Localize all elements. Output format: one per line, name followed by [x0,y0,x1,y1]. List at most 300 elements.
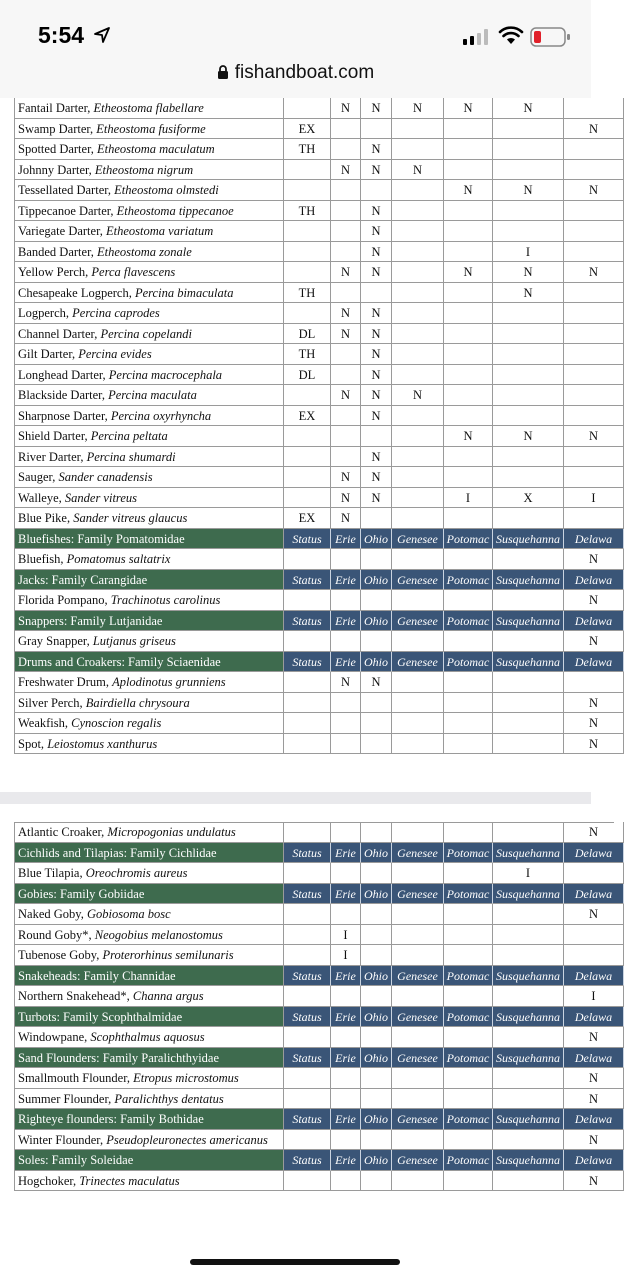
column-header: Potomac [444,1007,493,1028]
column-header: Susquehanna [493,1150,564,1171]
column-header: Status [284,652,331,673]
status-cell: N [564,693,624,714]
status-cell [564,467,624,488]
species-row [14,180,614,201]
status-cell [361,863,392,884]
status-cell [284,303,331,324]
status-cell [564,160,624,181]
species-row [14,822,614,843]
status-cell [284,385,331,406]
scientific-name: Lutjanus griseus [92,634,176,648]
status-cell [444,904,493,925]
status-cell: N [564,1171,624,1192]
status-cell [331,631,361,652]
status-cell [361,945,392,966]
status-cell [444,324,493,345]
species-name [14,303,284,324]
column-header: Potomac [444,843,493,864]
family-name: Gobies: Family Gobiidae [14,884,284,905]
species-name [14,283,284,304]
status-cell [493,303,564,324]
status-cell [444,713,493,734]
common-name: Round Goby*, [18,927,95,942]
species-row [14,201,614,222]
species-name [14,672,284,693]
status-cell [331,426,361,447]
status-cell [493,365,564,386]
species-name [14,488,284,509]
scientific-name: Etheostoma nigrum [94,162,194,177]
status-cell [444,590,493,611]
scientific-name: Percina caprodes [72,306,160,320]
scientific-name: Etheostoma fusiforme [96,121,206,136]
species-row [14,945,614,966]
status-cell [392,262,444,283]
status-cell [493,508,564,529]
status-cell [493,119,564,140]
species-row [14,693,614,714]
scientific-name: Pomatomus saltatrix [66,552,171,566]
common-name: Blackside Darter, [18,388,109,402]
species-name [14,385,284,406]
common-name: Yellow Perch, [18,265,92,279]
status-cell [493,160,564,181]
status-cell: N [564,426,624,447]
status-cell [564,324,624,345]
column-header: Genesee [392,884,444,905]
status-cell [444,508,493,529]
scientific-name: Etheostoma flabellare [93,101,204,115]
species-row [14,1089,614,1110]
scientific-name: Scophthalmus aquosus [90,1030,205,1044]
status-cell [284,822,331,843]
location-arrow-icon [94,27,110,43]
column-header: Ohio [361,966,392,987]
status-cell [284,1027,331,1048]
status-cell: N [564,262,624,283]
species-name [14,590,284,611]
status-cell [361,734,392,755]
status-cell [392,467,444,488]
status-cell [284,863,331,884]
species-name [14,242,284,263]
column-header: Status [284,1048,331,1069]
status-cell [331,283,361,304]
status-cell [331,1027,361,1048]
status-cell [392,365,444,386]
status-cell [331,863,361,884]
status-cell: N [361,365,392,386]
status-cell: EX [284,508,331,529]
species-row [14,713,614,734]
species-row [14,283,614,304]
column-header: Potomac [444,529,493,550]
scientific-name: Etropus microstomus [133,1071,239,1085]
common-name: Atlantic Croaker, [18,825,108,839]
common-name: Variegate Darter, [18,224,106,238]
column-header: Potomac [444,1048,493,1069]
status-cell [392,631,444,652]
status-cell: N [361,406,392,427]
status-cell [392,822,444,843]
status-cell: N [444,98,493,119]
column-header: Potomac [444,884,493,905]
column-header: Delawa [564,1109,624,1130]
status-cell [361,986,392,1007]
scientific-name: Percina macrocephala [108,367,223,382]
scientific-name: Oreochromis aureus [85,866,188,880]
column-header: Status [284,529,331,550]
column-header: Potomac [444,652,493,673]
scientific-name: Gobiosoma bosc [86,907,171,921]
status-cell: N [331,508,361,529]
common-name: Smallmouth Flounder, [18,1071,134,1085]
status-cell [493,1089,564,1110]
url-text: fishandboat.com [234,62,375,83]
species-name [14,822,284,843]
status-cell [564,365,624,386]
common-name: Shield Darter, [18,429,91,443]
status-cell: EX [284,406,331,427]
family-name: Snappers: Family Lutjanidae [14,611,284,632]
status-cell [284,945,331,966]
status-cell [392,406,444,427]
scientific-name: Sander vitreus glaucus [73,511,188,525]
column-header: Genesee [392,1150,444,1171]
species-row [14,365,614,386]
status-cell [392,734,444,755]
status-cell: N [361,201,392,222]
status-cell [361,904,392,925]
status-cell [444,693,493,714]
status-cell: N [361,262,392,283]
status-cell [444,139,493,160]
column-header: Erie [331,843,361,864]
column-header: Ohio [361,611,392,632]
column-header: Ohio [361,1109,392,1130]
status-cell [361,925,392,946]
status-cell: N [564,1027,624,1048]
status-cell [284,1089,331,1110]
status-cell: N [361,488,392,509]
status-cell: TH [284,139,331,160]
family-header-row [14,843,614,864]
species-name [14,713,284,734]
family-name: Jacks: Family Carangidae [14,570,284,591]
status-cell [444,160,493,181]
status-cell: TH [284,201,331,222]
family-name: Bluefishes: Family Pomatomidae [14,529,284,550]
status-cell [564,925,624,946]
common-name: Chesapeake Logperch, [18,285,135,300]
status-cell [331,904,361,925]
species-name [14,139,284,160]
common-name: Freshwater Drum, [18,675,113,689]
column-header: Erie [331,884,361,905]
scientific-name: Neogobius melanostomus [94,927,223,942]
status-cell [493,324,564,345]
species-row [14,1130,614,1151]
column-header: Potomac [444,966,493,987]
status-cell [392,925,444,946]
scientific-name: Channa argus [132,989,204,1003]
column-header: Genesee [392,611,444,632]
status-cell [493,590,564,611]
column-header: Status [284,1150,331,1171]
status-cell: TH [284,344,331,365]
status-cell [392,119,444,140]
scientific-name: Percina maculata [108,388,197,402]
common-name: Summer Flounder, [18,1091,115,1106]
common-name: Tessellated Darter, [18,183,115,197]
common-name: Gilt Darter, [18,347,79,361]
status-cell [493,1068,564,1089]
species-name [14,344,284,365]
common-name: Sharpnose Darter, [18,408,111,423]
status-cell [392,1089,444,1110]
column-header: Genesee [392,843,444,864]
status-cell [444,863,493,884]
status-cell [392,344,444,365]
common-name: Northern Snakehead*, [18,989,133,1003]
species-row [14,324,614,345]
status-bar [0,0,591,98]
status-cell [331,139,361,160]
status-cell [564,242,624,263]
status-cell [284,713,331,734]
species-name [14,1027,284,1048]
common-name: Windowpane, [18,1030,91,1044]
status-cell: N [564,119,624,140]
column-header: Potomac [444,1150,493,1171]
species-row [14,426,614,447]
status-cell [331,1089,361,1110]
status-cell [331,221,361,242]
status-cell [284,672,331,693]
family-name: Righteye flounders: Family Bothidae [14,1109,284,1130]
column-header: Ohio [361,1150,392,1171]
status-cell [361,1068,392,1089]
home-indicator[interactable] [190,1259,400,1265]
species-name [14,180,284,201]
status-cell: N [361,242,392,263]
column-header: Genesee [392,529,444,550]
species-name [14,262,284,283]
species-row [14,549,614,570]
species-name [14,945,284,966]
scientific-name: Cynoscion regalis [71,716,162,730]
column-header: Ohio [361,843,392,864]
status-cell [493,904,564,925]
status-cell [284,734,331,755]
status-cell: N [331,160,361,181]
status-cell [284,1130,331,1151]
status-cell: N [361,221,392,242]
common-name: River Darter, [18,449,87,464]
status-cell [444,303,493,324]
status-cell [444,283,493,304]
species-row [14,904,614,925]
status-cell: N [331,672,361,693]
column-header: Delawa [564,966,624,987]
status-cell [331,734,361,755]
status-cell [392,693,444,714]
column-header: Status [284,966,331,987]
species-row [14,590,614,611]
status-cell [493,447,564,468]
status-cell [284,488,331,509]
status-cell [284,467,331,488]
status-cell: N [564,822,624,843]
status-cell [331,1068,361,1089]
status-cell [331,986,361,1007]
cellular-signal-icon [463,29,489,45]
status-cell [361,631,392,652]
status-cell [444,119,493,140]
scientific-name: Percina peltata [90,429,168,443]
status-cell [493,139,564,160]
column-header: Susquehanna [493,1048,564,1069]
status-cell [392,904,444,925]
status-cell [564,672,624,693]
status-cell [444,734,493,755]
family-name: Sand Flounders: Family Paralichthyidae [14,1048,284,1069]
status-cell [392,863,444,884]
family-header-row [14,1150,614,1171]
status-cell [444,1027,493,1048]
species-name [14,734,284,755]
column-header: Ohio [361,570,392,591]
scientific-name: Percina shumardi [86,449,176,464]
species-row [14,385,614,406]
species-row [14,1068,614,1089]
status-cell [331,180,361,201]
status-cell [444,672,493,693]
column-header: Susquehanna [493,843,564,864]
scientific-name: Sander canadensis [58,470,153,484]
status-cell [361,1130,392,1151]
column-header: Delawa [564,843,624,864]
status-cell: I [493,242,564,263]
species-row [14,139,614,160]
species-name [14,863,284,884]
family-name: Cichlids and Tilapias: Family Cichlidae [14,843,284,864]
status-cell [331,822,361,843]
scientific-name: Etheostoma variatum [106,224,214,238]
status-cell [444,385,493,406]
species-name [14,925,284,946]
status-cell [564,139,624,160]
url-bar[interactable] [0,62,591,84]
status-cell [564,344,624,365]
status-cell [284,631,331,652]
species-row [14,1171,614,1192]
status-cell [444,1068,493,1089]
status-cell [564,863,624,884]
column-header: Status [284,843,331,864]
scientific-name: Pseudopleuronectes americanus [106,1132,268,1147]
status-cell: N [564,713,624,734]
species-name [14,1130,284,1151]
column-header: Erie [331,1048,361,1069]
status-cell [392,1130,444,1151]
species-name [14,426,284,447]
species-name [14,221,284,242]
species-name [14,98,284,119]
status-cell [361,713,392,734]
status-cell [284,693,331,714]
column-header: Erie [331,1109,361,1130]
common-name: Tippecanoe Darter, [18,203,117,218]
common-name: Swamp Darter, [18,121,97,136]
status-cell [284,1068,331,1089]
common-name: Spotted Darter, [18,142,97,156]
status-cell [392,590,444,611]
status-cell [392,945,444,966]
column-header: Erie [331,1007,361,1028]
common-name: Naked Goby, [18,907,87,921]
column-header: Genesee [392,1007,444,1028]
family-name: Snakeheads: Family Channidae [14,966,284,987]
column-header: Erie [331,570,361,591]
status-cell: N [331,262,361,283]
scientific-name: Trachinotus carolinus [110,593,221,607]
status-cell: TH [284,283,331,304]
column-header: Genesee [392,966,444,987]
status-cell: N [564,180,624,201]
column-header: Delawa [564,611,624,632]
column-header: Susquehanna [493,1109,564,1130]
column-header: Delawa [564,1007,624,1028]
column-header: Erie [331,652,361,673]
status-cell [331,242,361,263]
status-cell [493,631,564,652]
status-cell: N [331,303,361,324]
common-name: Fantail Darter, [18,101,94,115]
common-name: Tubenose Goby, [18,948,103,962]
status-cell [444,549,493,570]
status-cell: N [331,467,361,488]
status-cell: DL [284,365,331,386]
status-cell [331,344,361,365]
species-table-top [0,98,613,766]
status-cell [493,986,564,1007]
status-cell [564,508,624,529]
wifi-icon [499,27,523,45]
column-header: Genesee [392,1109,444,1130]
status-cell [392,1068,444,1089]
status-cell [392,672,444,693]
status-cell [444,242,493,263]
species-name [14,986,284,1007]
status-cell [361,508,392,529]
status-cell [444,221,493,242]
species-name [14,631,284,652]
status-cell [392,488,444,509]
status-cell: N [392,98,444,119]
column-header: Status [284,570,331,591]
common-name: Blue Pike, [18,511,74,525]
common-name: Bluefish, [18,552,67,566]
status-cell [284,242,331,263]
species-row [14,447,614,468]
status-cell [564,221,624,242]
status-cell [493,672,564,693]
species-name [14,1068,284,1089]
scientific-name: Sander vitreus [64,490,137,505]
column-header: Genesee [392,652,444,673]
status-cell: N [564,1130,624,1151]
